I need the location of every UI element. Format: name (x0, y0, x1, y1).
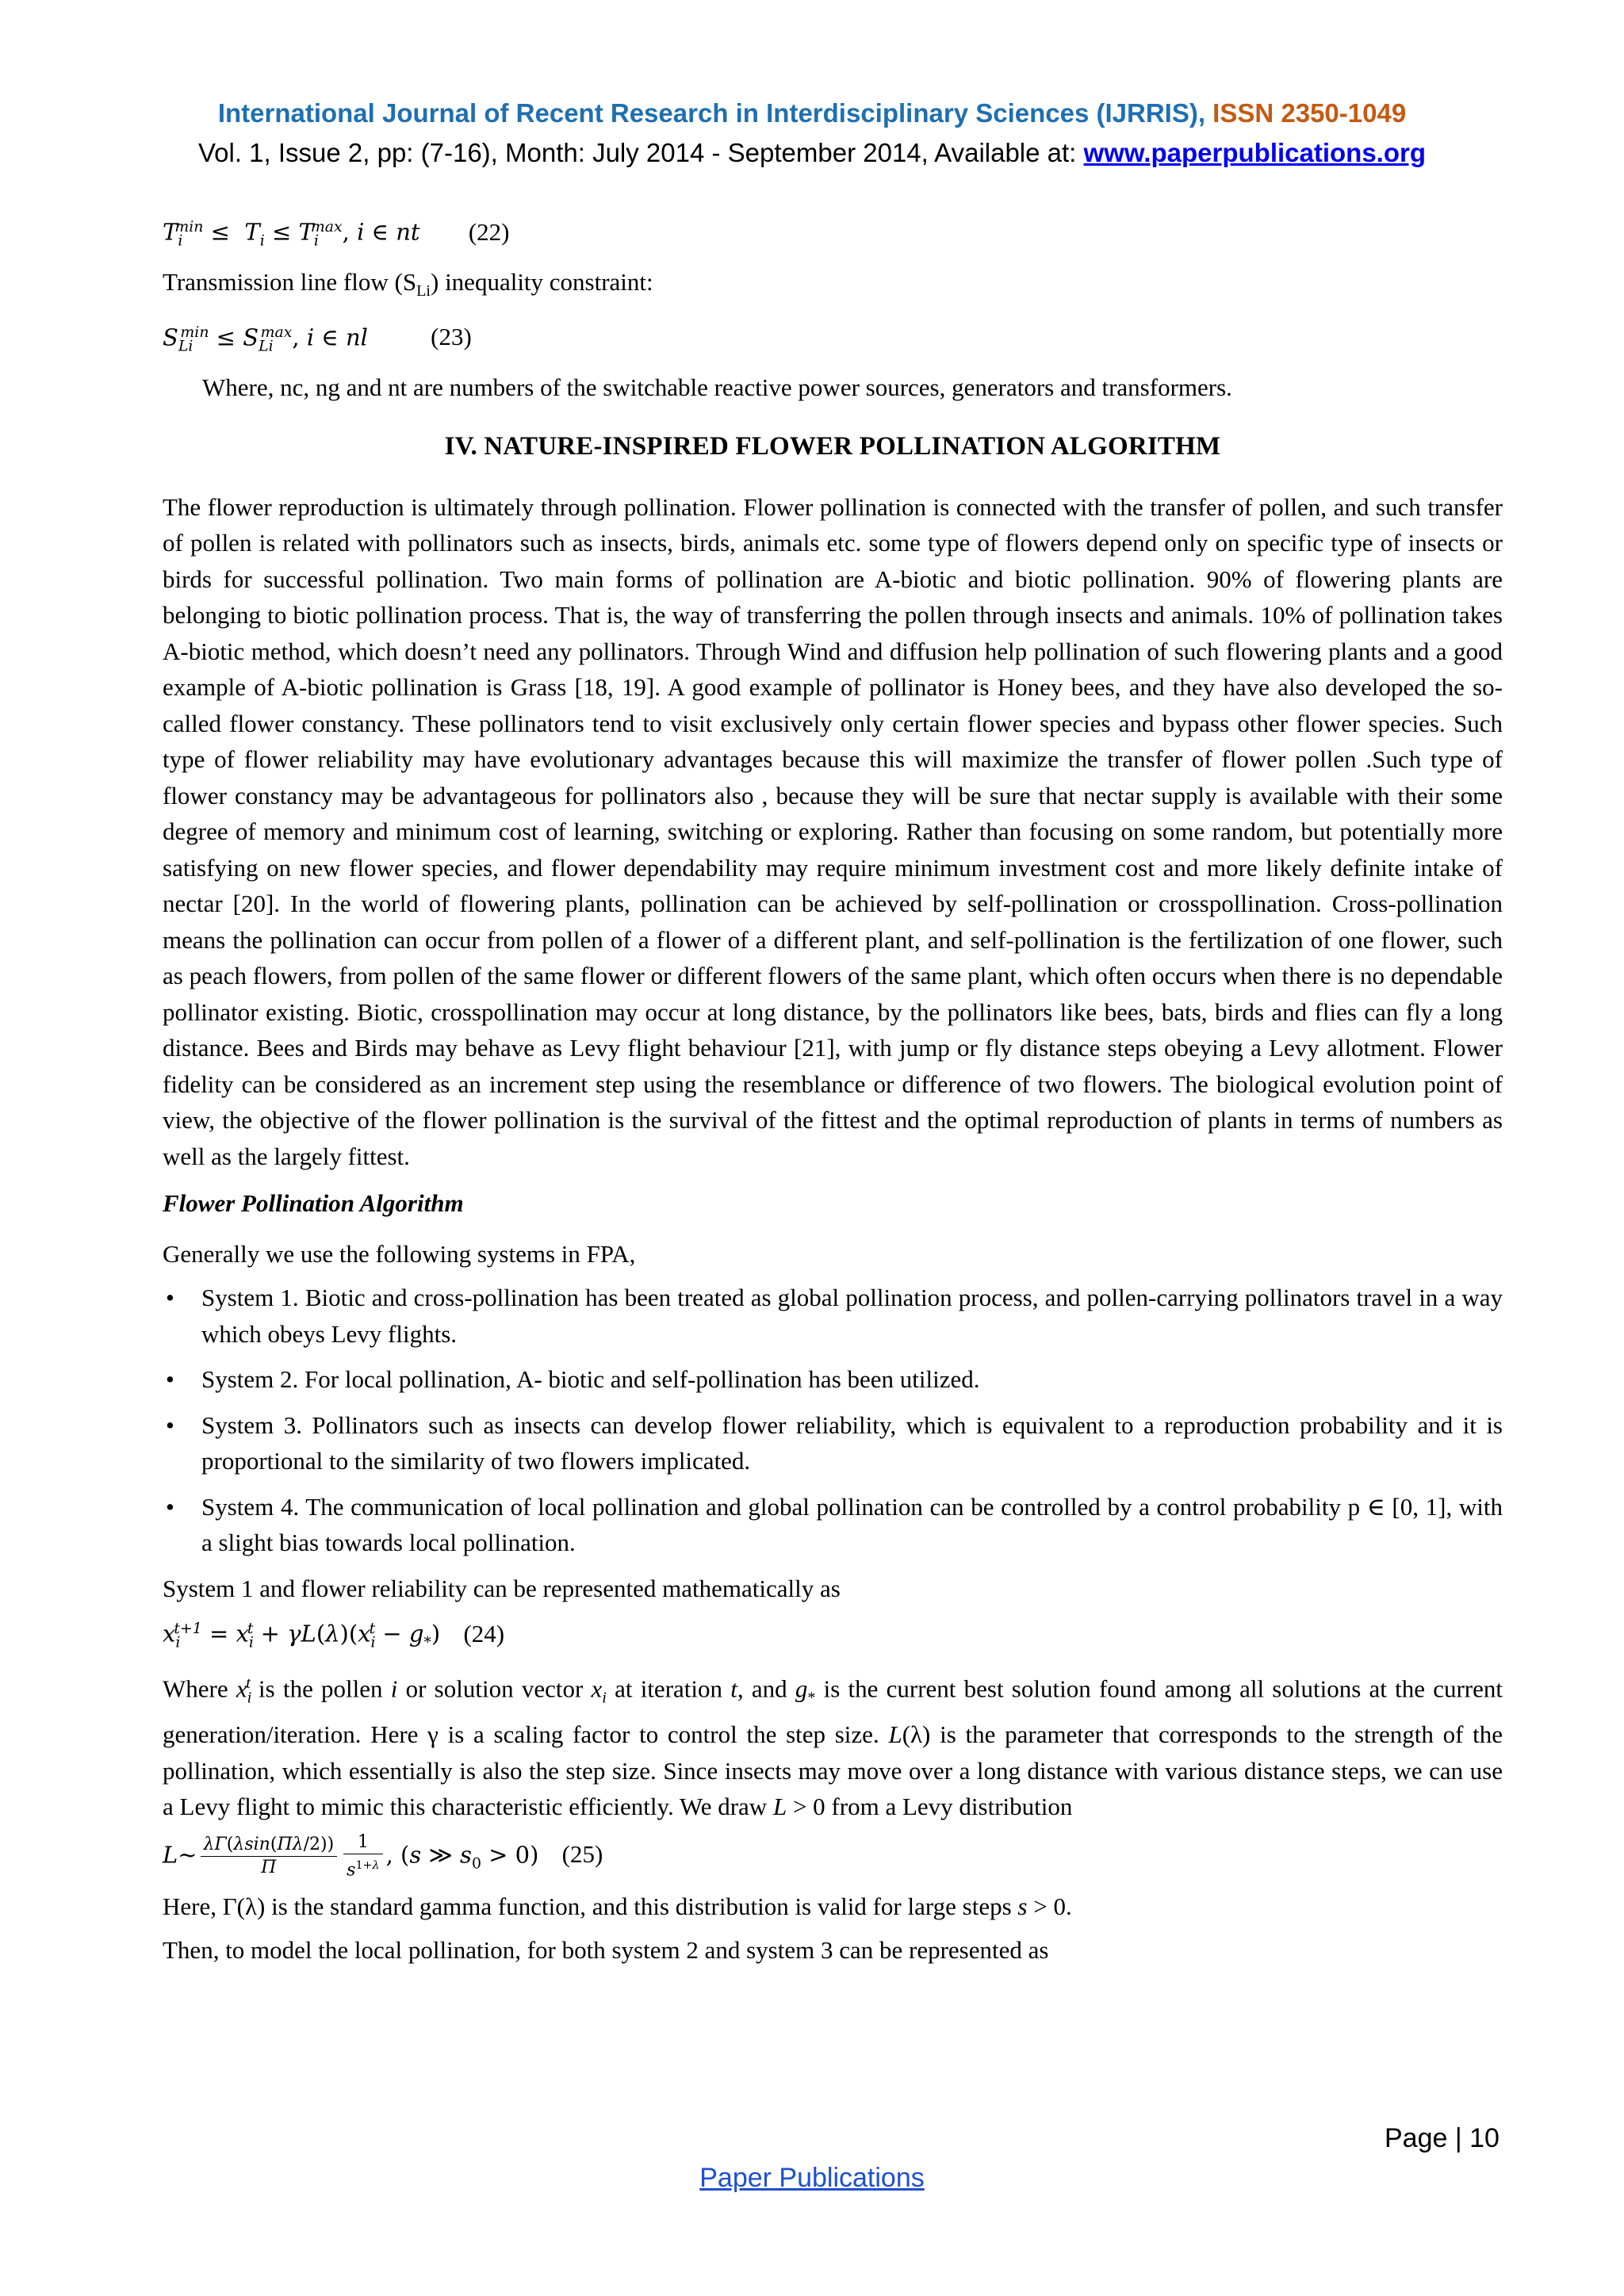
equation-25-number: (25) (561, 1840, 603, 1869)
line-flow-label: Transmission line flow $(S_{Li})$ inequality constraint: (163, 267, 653, 300)
where-text: Where, nc, ng and nt are numbers of the switchable reactive power sources, generators and transformers. (202, 373, 1232, 401)
equation-22: $T_i^{min} \le T_i \le T_i^{max}$, i ∈ nt (22) (163, 217, 510, 250)
equation-23-number: (23) (431, 323, 472, 351)
volume-line (0, 133, 1624, 173)
issn: ISSN 2350-1049 (1212, 98, 1407, 128)
bullet-icon: • (166, 1410, 174, 1439)
gamma-text: Here, Γ(λ) is the standard gamma function, and this distribution is valid for large steps s > 0. (163, 1892, 1072, 1920)
journal-name: International Journal of Recent Research in Interdisciplinary Sciences (IJRRIS), (217, 98, 1205, 128)
volume-info: Vol. 1, Issue 2, pp: (7-16), Month: July 2014 - September 2014, Available at: (197, 138, 1084, 167)
list-item: • System 4. The communication of local pollination and global pollination can be controlled by a control probability p ∈ [0, 1], with a slight bias towards local pollination. (163, 1489, 1503, 1561)
section-title: IV. NATURE-INSPIRED FLOWER POLLINATION ALGORITHM (444, 432, 1221, 461)
fpa-intro: Generally we use the following systems in FPA, (163, 1239, 636, 1268)
publisher-footer (0, 2163, 1624, 2194)
systems-list (163, 1280, 1503, 1561)
journal-title-line (0, 94, 1624, 133)
bullet-icon: • (166, 1492, 174, 1521)
equation-25: L~ $\frac{\lambda\Gamma(\lambda\sin(\Pi\lambda/2))}{\Pi}$ $\frac{1}{s^{1+\lambda}}$ , (s ≫ $s_0 > 0$) (25) (163, 1831, 603, 1880)
where-paragraph: Where $x_i^t$ is the pollen i or solution vector $x_i$ at iteration t, and $g_*$ is the current best solution found among all solutions at the current generation/iteration. Here γ is a scaling factor to control the step size. L(λ) is the parameter that corresponds to the strength of the pollination, which essentially is also the step size. Since insects may move over a long distance with various distance steps, we can use a Levy flight to mimic this characteristic efficiently. We draw L > 0 from a Levy distribution (163, 1674, 1503, 1821)
bullet-icon: • (166, 1284, 174, 1312)
website-link[interactable]: www.paperpublications.org (1083, 138, 1427, 167)
list-item: • System 3. Pollinators such as insects can develop flower reliability, which is equivalent to a reproduction probability and it is proportional to the similarity of two flowers implicated. (163, 1407, 1503, 1479)
publisher-link[interactable]: Paper Publications (699, 2163, 925, 2193)
page-number: Page | 10 (1385, 2123, 1500, 2153)
equation-24: $x_i^{t+1} = x_i^t + \gamma L(\lambda)(x_i^t - g_*)$ (24) (163, 1619, 505, 1651)
page-body (163, 205, 1503, 1969)
list-item: • System 2. For local pollination, A- biotic and self-pollination has been utilized. (163, 1361, 1503, 1398)
equation-22-number: (22) (468, 217, 510, 246)
local-pollination-text: Then, to model the local pollination, for both system 2 and system 3 can be represented as (163, 1936, 1049, 1965)
fpa-subtitle: Flower Pollination Algorithm (163, 1189, 464, 1218)
equation-24-number: (24) (463, 1619, 505, 1647)
bullet-icon: • (166, 1365, 174, 1394)
system1-math-text: System 1 and flower reliability can be represented mathematically as (163, 1574, 841, 1602)
list-item: • System 1. Biotic and cross-pollination has been treated as global pollination process, and pollen-carrying pollinators travel in a way which obeys Levy flights. (163, 1280, 1503, 1352)
equation-23: $S_{Li}^{min} \le S_{Li}^{max}$, i ∈ nl (23) (163, 323, 472, 355)
journal-header (0, 94, 1624, 173)
section-paragraph: The flower reproduction is ultimately through pollination. Flower pollination is connected with the transfer of pollen, and such transfer of pollen is related with pollinators such as insects, birds, animals etc. some type of flowers depend only on specific type of insects or birds for successful pollination. Two main forms of pollination are A-biotic and biotic pollination. 90% of flowering plants are belonging to biotic pollination process. That is, the way of transferring the pollen through insects and animals. 10% of pollination takes A-biotic method, which doesn’t need any pollinators. Through Wind and diffusion help pollination of such flowering plants and a good example of A-biotic pollination is Grass [18, 19]. A good example of pollinator is Honey bees, and they have also developed the so-called flower constancy. These pollinators tend to visit exclusively only certain flower species and bypass other flower species. Such type of flower reliability may have evolutionary advantages because this will maximize the transfer of flower pollen .Such type of flower constancy may be advantageous for pollinators also , because they will be sure that nectar supply is available with their some degree of memory and minimum cost of learning, switching or exploring. Rather than focusing on some random, but potentially more satisfying on new flower species, and flower dependability may require minimum investment cost and more likely definite intake of nectar [20]. In the world of flowering plants, pollination can be achieved by self-pollination or crosspollination. Cross-pollination means the pollination can occur from pollen of a flower of a different plant, and self-pollination is the fertilization of one flower, such as peach flowers, from pollen of the same flower or different flowers of the same plant, which often occurs when there is no dependable pollinator existing. Biotic, crosspollination may occur at long distance, by the pollinators like bees, bats, birds and flies can fly a long distance. Bees and Birds may behave as Levy flight behaviour [21], with jump or fly distance steps obeying a Levy allotment. Flower fidelity can be considered as an increment step using the resemblance or difference of two flowers. The biological evolution point of view, the objective of the flower pollination is the survival of the fittest and the optimal reproduction of plants in terms of numbers as well as the largely fittest. (163, 492, 1503, 1170)
